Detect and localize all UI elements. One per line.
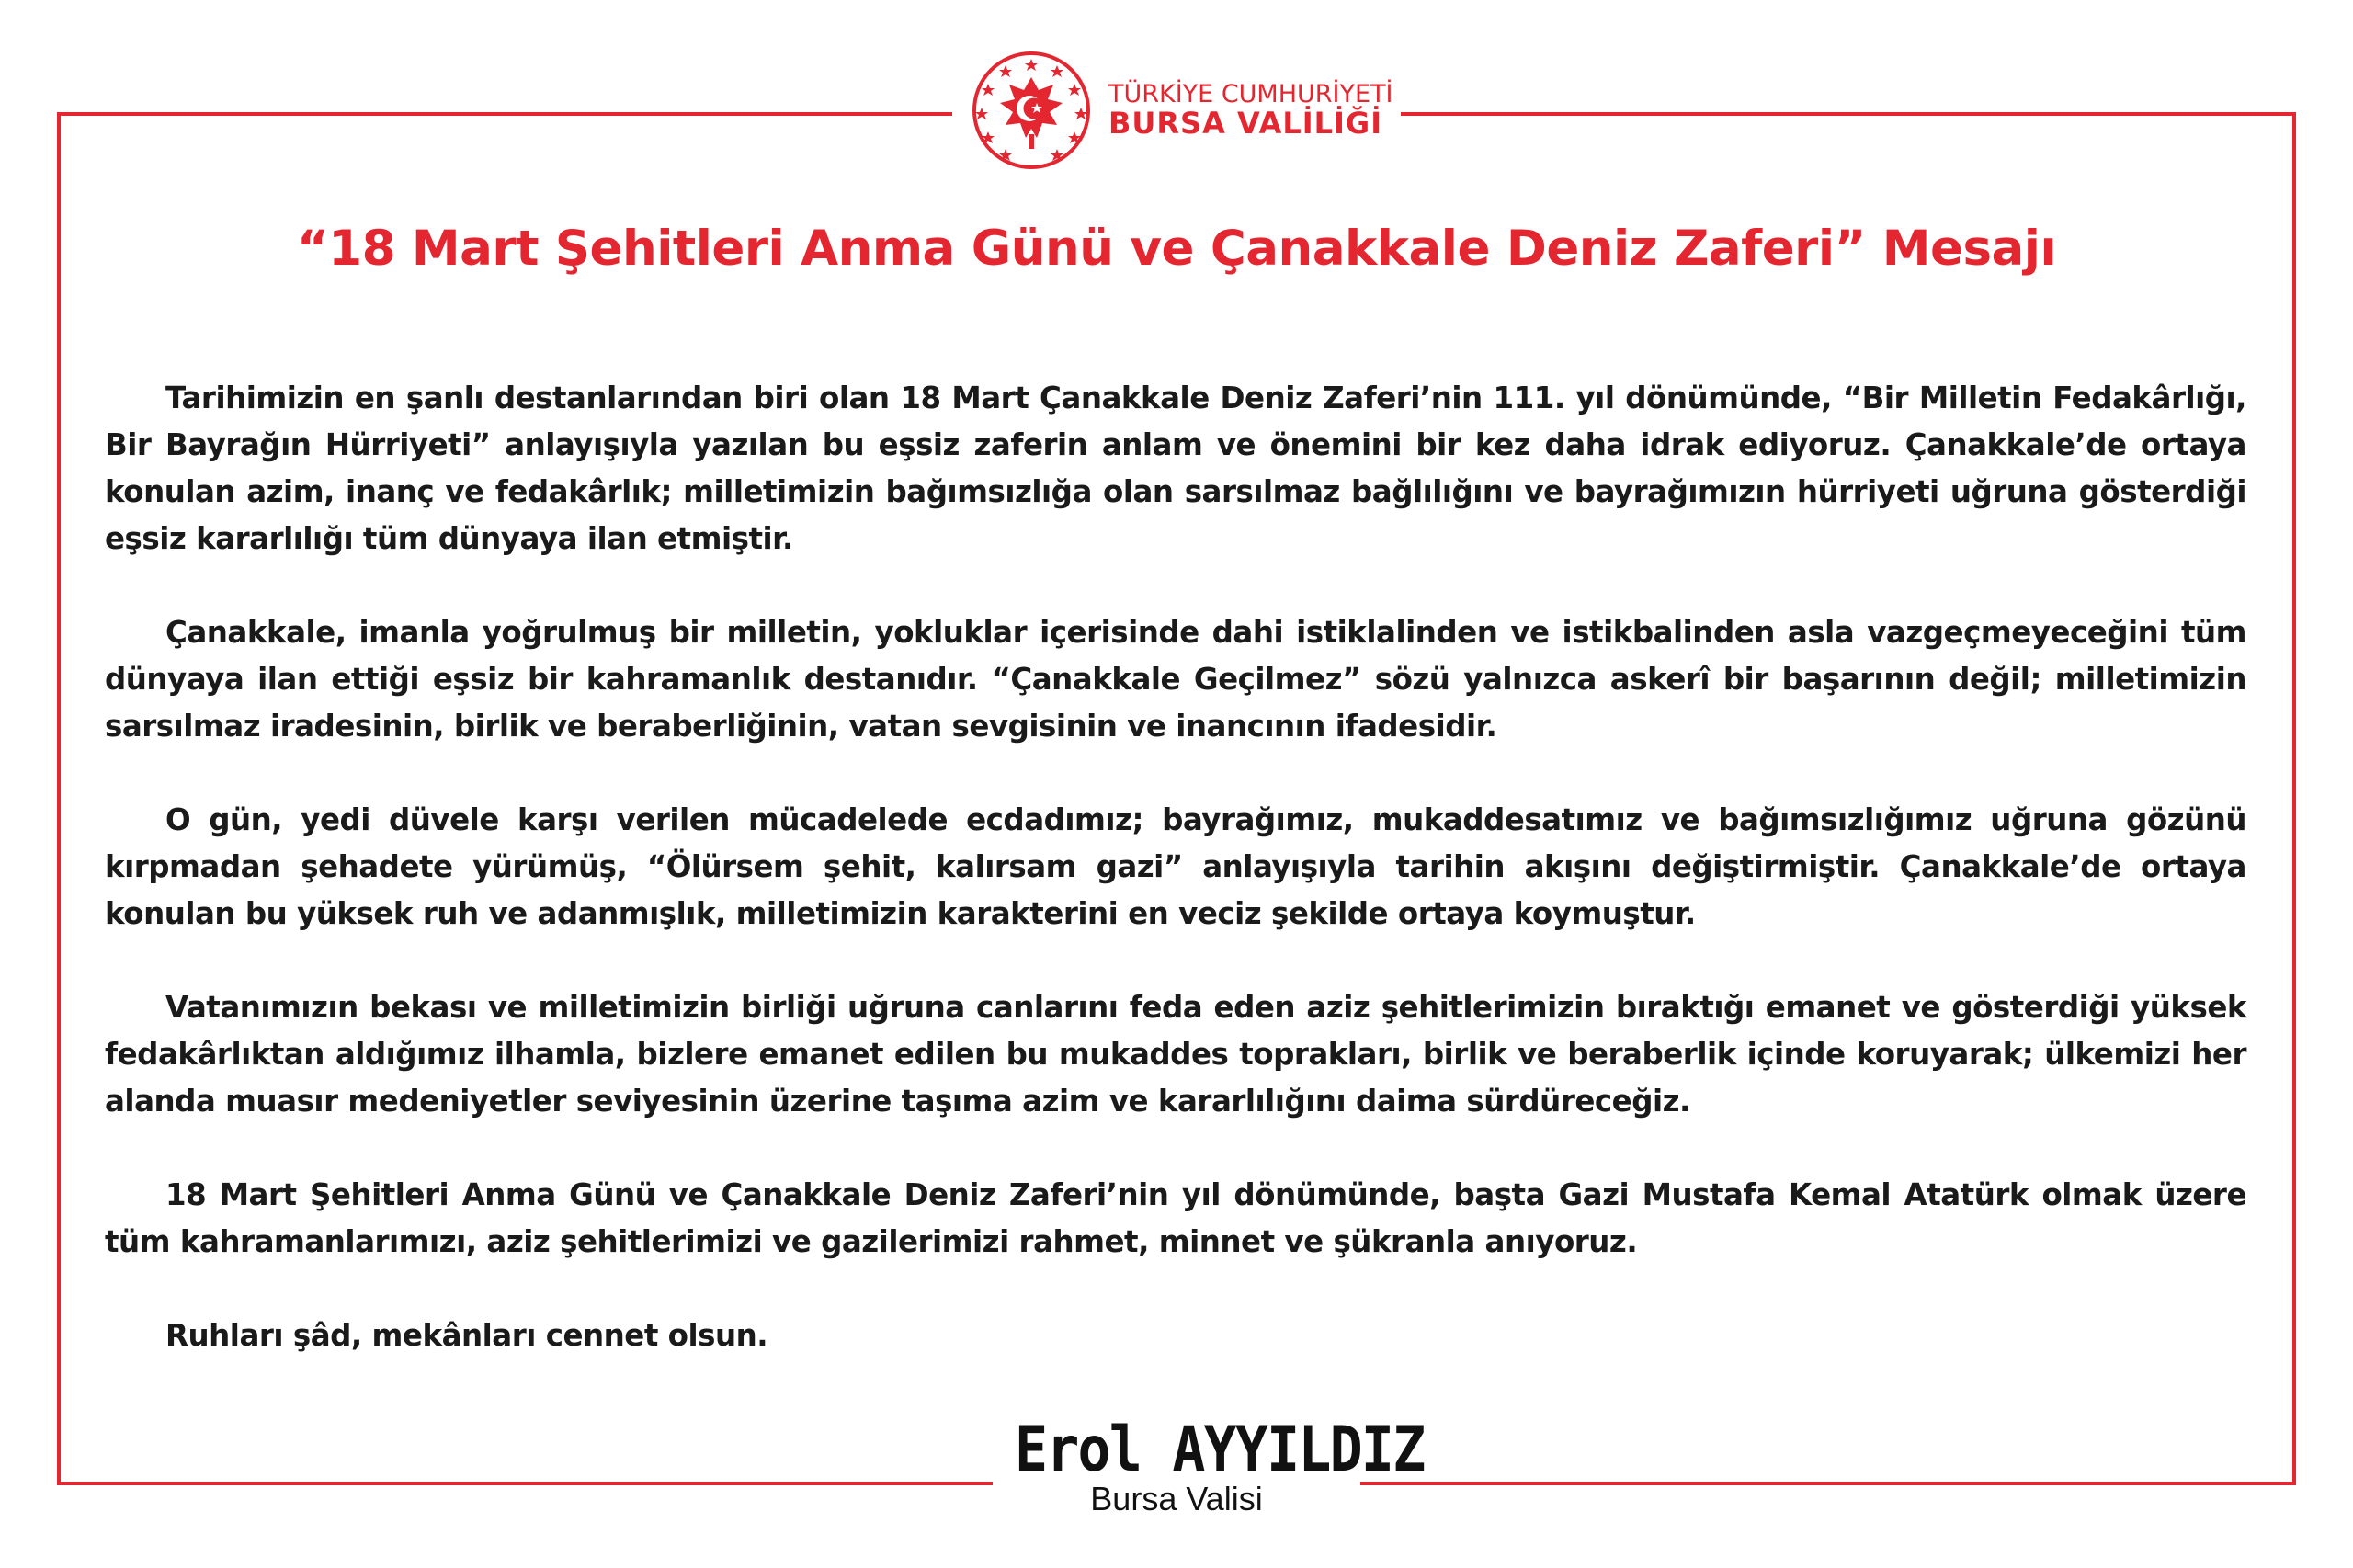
org-name-line2: BURSA VALİLİĞİ xyxy=(1108,106,1383,142)
org-name-line1: TÜRKİYE CUMHURİYETİ xyxy=(1108,79,1393,108)
paragraph-2: Çanakkale, imanla yoğrulmuş bir milletin, yokluklar içerisinde dahi istiklalinden ve istikbalinden asla vazgeçmeyeceğini tüm dünyaya ilan ettiği eşsiz bir kahramanlık destanıdır. “Çanakkale Geçilmez” sözü yalnızca askerî bir başarının değil; milletimizin sarsılmaz iradesinin, birlik ve beraberliğinin, vatan sevgisinin ve inancının ifadesidir. xyxy=(105,615,2246,744)
message-body xyxy=(105,375,2246,1406)
paragraph-4: Vatanımızın bekası ve milletimizin birliği uğruna canlarını feda eden aziz şehitlerimizin bıraktığı emanet ve gösterdiği yüksek fedakârlıktan aldığımız ilhamla, bizlere emanet edilen bu mukaddes toprakları, birlik ve beraberlik içinde koruyarak; ülkemizi her alanda muasır medeniyetler seviyesinin üzerine taşıma azim ve kararlılığını daima sürdüreceğiz. xyxy=(105,990,2246,1119)
signatory-name: Erol AYYILDIZ xyxy=(1015,1414,1425,1486)
paragraph-1: Tarihimizin en şanlı destanlarından biri olan 18 Mart Çanakkale Deniz Zaferi’nin 111. yıl dönümünde, “Bir Milletin Fedakârlığı, Bir Bayrağın Hürriyeti” anlayışıyla yazılan bu eşsiz zaferin anlam ve önemini bir kez daha idrak ediyoruz. Çanakkale’de ortaya konulan azim, inanç ve fedakârlık; milletimizin bağımsızlığa olan sarsılmaz bağlılığını ve bayrağımızın hürriyeti uğruna gösterdiği eşsiz kararlılığı tüm dünyaya ilan etmiştir. xyxy=(105,381,2246,556)
header-logo xyxy=(952,46,1401,175)
paragraph-5: 18 Mart Şehitleri Anma Günü ve Çanakkale Deniz Zaferi’nin yıl dönümünde, başta Gazi Mustafa Kemal Atatürk olmak üzere tüm kahramanlarımızı, aziz şehitlerimizi ve gazilerimizi rahmet, minnet ve şükranla anıyoruz. xyxy=(105,1177,2246,1259)
paragraph-3: O gün, yedi düvele karşı verilen mücadelede ecdadımız; bayrağımız, mukaddesatımız ve bağımsızlığımız uğruna gözünü kırpmadan şehadete yürümüş, “Ölürsem şehit, kalırsam gazi” anlayışıyla tarihin akışını değiştirmiştir. Çanakkale’de ortaya konulan bu yüksek ruh ve adanmışlık, milletimizin karakterini en veciz şekilde ortaya koymuştur. xyxy=(105,802,2246,931)
signature-block xyxy=(993,1414,1425,1535)
signatory-role: Bursa Valisi xyxy=(1090,1480,1263,1517)
closing-line: Ruhları şâd, mekânları cennet olsun. xyxy=(165,1318,768,1353)
state-emblem-crescent-star-icon xyxy=(971,50,1092,171)
document-title: “18 Mart Şehitleri Anma Günü ve Çanakkale Deniz Zaferi” Mesajı xyxy=(296,221,2057,277)
